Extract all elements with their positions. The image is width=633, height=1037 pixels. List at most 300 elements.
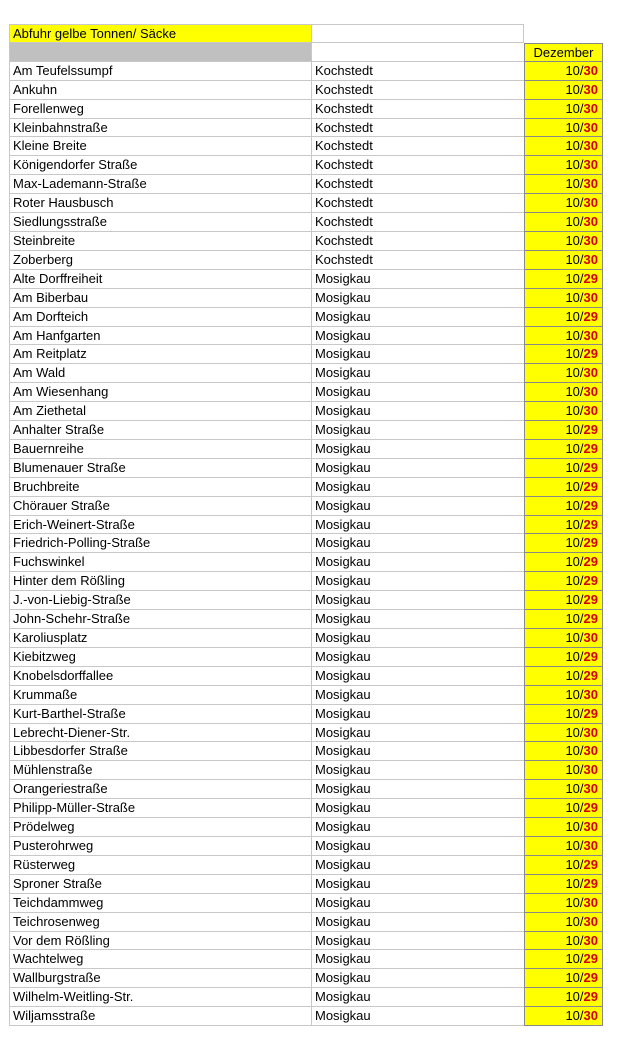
date-cell[interactable]: [524, 308, 603, 327]
street-cell[interactable]: Karoliusplatz: [9, 629, 312, 648]
district-cell[interactable]: Mosigkau: [312, 402, 524, 421]
date-day: 30: [583, 781, 598, 797]
date-month: 10/: [565, 459, 584, 475]
street-cell[interactable]: Kiebitzweg: [9, 648, 312, 667]
table-row: [9, 156, 603, 175]
table-row: [9, 894, 603, 913]
date-month: 10/: [565, 289, 584, 305]
table-row: [9, 837, 603, 856]
district-cell[interactable]: Mosigkau: [312, 818, 524, 837]
date-cell[interactable]: [524, 175, 603, 194]
date-day: 30: [583, 62, 598, 78]
street-cell[interactable]: Anhalter Straße: [9, 421, 312, 440]
date-cell[interactable]: [524, 383, 603, 402]
header-row: [9, 43, 603, 62]
date-cell[interactable]: [524, 818, 603, 837]
district-cell[interactable]: Mosigkau: [312, 421, 524, 440]
table-row: [9, 402, 603, 421]
street-cell[interactable]: Sproner Straße: [9, 875, 312, 894]
date-day: 30: [583, 327, 598, 343]
street-cell[interactable]: Prödelweg: [9, 818, 312, 837]
date-day: 29: [583, 308, 598, 324]
district-cell[interactable]: Kochstedt: [312, 119, 524, 138]
street-cell[interactable]: Am Hanfgarten: [9, 327, 312, 346]
date-cell[interactable]: [524, 950, 603, 969]
district-cell[interactable]: Mosigkau: [312, 497, 524, 516]
schedule-table: [9, 24, 603, 1026]
district-cell[interactable]: Mosigkau: [312, 837, 524, 856]
street-cell[interactable]: Vor dem Rößling: [9, 932, 312, 951]
table-row: [9, 213, 603, 232]
date-month: 10/: [565, 497, 584, 513]
table-row: [9, 742, 603, 761]
header-empty-cell[interactable]: [9, 43, 312, 62]
date-month: 10/: [565, 422, 584, 438]
street-cell[interactable]: Roter Hausbusch: [9, 194, 312, 213]
date-cell[interactable]: [524, 100, 603, 119]
table-row: [9, 100, 603, 119]
date-cell[interactable]: [524, 686, 603, 705]
date-month: 10/: [565, 138, 584, 154]
date-month: 10/: [565, 157, 584, 173]
district-cell[interactable]: Mosigkau: [312, 913, 524, 932]
date-cell[interactable]: [524, 610, 603, 629]
street-cell[interactable]: Knobelsdorffallee: [9, 667, 312, 686]
date-cell[interactable]: [524, 137, 603, 156]
date-cell[interactable]: [524, 270, 603, 289]
date-month: 10/: [565, 195, 584, 211]
district-cell[interactable]: Mosigkau: [312, 988, 524, 1007]
date-month: 10/: [565, 440, 584, 456]
table-row: [9, 421, 603, 440]
district-cell[interactable]: Mosigkau: [312, 383, 524, 402]
date-month: 10/: [565, 535, 584, 551]
table-row: [9, 251, 603, 270]
street-cell[interactable]: Orangeriestraße: [9, 780, 312, 799]
date-cell[interactable]: [524, 932, 603, 951]
date-day: 29: [583, 800, 598, 816]
date-month: 10/: [565, 270, 584, 286]
date-month: 10/: [565, 648, 584, 664]
date-day: 30: [583, 686, 598, 702]
district-cell[interactable]: Mosigkau: [312, 629, 524, 648]
district-cell[interactable]: Mosigkau: [312, 572, 524, 591]
street-cell[interactable]: Max-Lademann-Straße: [9, 175, 312, 194]
date-cell[interactable]: [524, 837, 603, 856]
date-cell[interactable]: [524, 913, 603, 932]
table-body: [9, 62, 603, 1026]
table-row: [9, 591, 603, 610]
date-month: 10/: [565, 346, 584, 362]
date-month: 10/: [565, 251, 584, 267]
date-cell[interactable]: [524, 402, 603, 421]
date-month: 10/: [565, 554, 584, 570]
date-day: 30: [583, 837, 598, 853]
table-row: [9, 119, 603, 138]
street-cell[interactable]: Friedrich-Polling-Straße: [9, 534, 312, 553]
date-month: 10/: [565, 1008, 584, 1024]
date-day: 29: [583, 989, 598, 1005]
street-cell[interactable]: Siedlungsstraße: [9, 213, 312, 232]
district-cell[interactable]: Mosigkau: [312, 270, 524, 289]
date-cell[interactable]: [524, 856, 603, 875]
date-day: 29: [583, 497, 598, 513]
date-month: 10/: [565, 100, 584, 116]
date-day: 30: [583, 157, 598, 173]
district-cell[interactable]: Mosigkau: [312, 459, 524, 478]
table-row: [9, 686, 603, 705]
table-row: [9, 137, 603, 156]
street-cell[interactable]: Hinter dem Rößling: [9, 572, 312, 591]
district-cell[interactable]: Mosigkau: [312, 345, 524, 364]
date-day: 30: [583, 762, 598, 778]
date-month: 10/: [565, 403, 584, 419]
table-row: [9, 175, 603, 194]
table-row: [9, 780, 603, 799]
table-row: [9, 497, 603, 516]
date-month: 10/: [565, 800, 584, 816]
date-day: 30: [583, 630, 598, 645]
street-cell[interactable]: Kurt-Barthel-Straße: [9, 705, 312, 724]
date-day: 29: [583, 611, 598, 627]
district-cell[interactable]: Kochstedt: [312, 213, 524, 232]
street-cell[interactable]: Kleinbahnstraße: [9, 119, 312, 138]
date-cell[interactable]: [524, 572, 603, 591]
date-month: 10/: [565, 119, 584, 135]
date-month: 10/: [565, 875, 584, 891]
district-cell[interactable]: Kochstedt: [312, 81, 524, 100]
table-row: [9, 610, 603, 629]
date-day: 30: [583, 1008, 598, 1024]
street-cell[interactable]: Am Wiesenhang: [9, 383, 312, 402]
district-cell[interactable]: Mosigkau: [312, 516, 524, 535]
street-cell[interactable]: Wachtelweg: [9, 950, 312, 969]
date-cell[interactable]: [524, 780, 603, 799]
date-month: 10/: [565, 592, 584, 608]
date-cell[interactable]: [524, 648, 603, 667]
street-cell[interactable]: Am Dorfteich: [9, 308, 312, 327]
street-cell[interactable]: Kleine Breite: [9, 137, 312, 156]
street-cell[interactable]: Chörauer Straße: [9, 497, 312, 516]
date-cell[interactable]: [524, 761, 603, 780]
table-row: [9, 629, 603, 648]
date-day: 30: [583, 81, 598, 97]
street-cell[interactable]: Pusterohrweg: [9, 837, 312, 856]
district-cell[interactable]: Mosigkau: [312, 686, 524, 705]
district-cell[interactable]: Kochstedt: [312, 100, 524, 119]
table-row: [9, 913, 603, 932]
date-day: 30: [583, 403, 598, 419]
date-cell[interactable]: [524, 516, 603, 535]
date-cell[interactable]: [524, 440, 603, 459]
table-row: [9, 799, 603, 818]
table-row: [9, 950, 603, 969]
street-cell[interactable]: Am Ziethetal: [9, 402, 312, 421]
district-cell[interactable]: Kochstedt: [312, 251, 524, 270]
street-cell[interactable]: Blumenauer Straße: [9, 459, 312, 478]
date-cell[interactable]: [524, 327, 603, 346]
date-month: 10/: [565, 516, 584, 532]
district-cell[interactable]: Kochstedt: [312, 156, 524, 175]
date-cell[interactable]: [524, 251, 603, 270]
table-row: [9, 705, 603, 724]
date-day: 30: [583, 289, 598, 305]
date-month: 10/: [565, 743, 584, 759]
street-cell[interactable]: Teichrosenweg: [9, 913, 312, 932]
date-day: 30: [583, 138, 598, 154]
table-row: [9, 818, 603, 837]
table-row: [9, 553, 603, 572]
date-day: 30: [583, 100, 598, 116]
date-cell[interactable]: [524, 289, 603, 308]
date-day: 29: [583, 592, 598, 608]
date-day: 30: [583, 743, 598, 759]
date-day: 30: [583, 195, 598, 211]
district-cell[interactable]: Mosigkau: [312, 932, 524, 951]
date-month: 10/: [565, 308, 584, 324]
district-cell[interactable]: Kochstedt: [312, 137, 524, 156]
date-month: 10/: [565, 611, 584, 627]
date-day: 30: [583, 932, 598, 948]
street-cell[interactable]: Wilhelm-Weitling-Str.: [9, 988, 312, 1007]
district-cell[interactable]: Mosigkau: [312, 1007, 524, 1026]
date-cell[interactable]: [524, 591, 603, 610]
street-cell[interactable]: Wallburgstraße: [9, 969, 312, 988]
date-month: 10/: [565, 781, 584, 797]
date-cell[interactable]: [524, 119, 603, 138]
date-cell[interactable]: [524, 799, 603, 818]
date-cell[interactable]: [524, 1007, 603, 1026]
date-cell[interactable]: [524, 534, 603, 553]
date-cell[interactable]: [524, 421, 603, 440]
date-month: 10/: [565, 478, 584, 494]
district-cell[interactable]: Mosigkau: [312, 478, 524, 497]
street-cell[interactable]: J.-von-Liebig-Straße: [9, 591, 312, 610]
district-cell[interactable]: Mosigkau: [312, 724, 524, 743]
date-day: 29: [583, 951, 598, 967]
date-month: 10/: [565, 913, 584, 929]
date-day: 29: [583, 346, 598, 362]
street-cell[interactable]: Ankuhn: [9, 81, 312, 100]
date-cell[interactable]: [524, 969, 603, 988]
street-cell[interactable]: Erich-Weinert-Straße: [9, 516, 312, 535]
district-cell[interactable]: Mosigkau: [312, 591, 524, 610]
date-cell[interactable]: [524, 894, 603, 913]
date-month: 10/: [565, 81, 584, 97]
date-cell[interactable]: [524, 62, 603, 81]
title-empty-cell[interactable]: [312, 24, 524, 43]
date-day: 30: [583, 819, 598, 835]
date-day: 29: [583, 573, 598, 589]
district-cell[interactable]: Mosigkau: [312, 364, 524, 383]
street-cell[interactable]: Mühlenstraße: [9, 761, 312, 780]
date-day: 30: [583, 894, 598, 910]
date-day: 29: [583, 970, 598, 986]
month-header[interactable]: Dezember: [524, 43, 603, 62]
date-cell[interactable]: [524, 213, 603, 232]
date-cell[interactable]: [524, 497, 603, 516]
table-row: [9, 572, 603, 591]
date-cell[interactable]: [524, 705, 603, 724]
date-day: 29: [583, 270, 598, 286]
date-cell[interactable]: [524, 667, 603, 686]
date-month: 10/: [565, 989, 584, 1005]
date-cell[interactable]: [524, 81, 603, 100]
district-cell[interactable]: Kochstedt: [312, 194, 524, 213]
street-cell[interactable]: Alte Dorffreiheit: [9, 270, 312, 289]
district-cell[interactable]: Kochstedt: [312, 62, 524, 81]
date-day: 30: [583, 384, 598, 400]
street-cell[interactable]: Fuchswinkel: [9, 553, 312, 572]
date-month: 10/: [565, 970, 584, 986]
date-month: 10/: [565, 630, 584, 645]
date-cell[interactable]: [524, 364, 603, 383]
date-month: 10/: [565, 232, 584, 248]
date-month: 10/: [565, 573, 584, 589]
street-cell[interactable]: Zoberberg: [9, 251, 312, 270]
table-row: [9, 932, 603, 951]
date-month: 10/: [565, 686, 584, 702]
date-day: 30: [583, 214, 598, 230]
street-cell[interactable]: Am Reitplatz: [9, 345, 312, 364]
table-title[interactable]: Abfuhr gelbe Tonnen/ Säcke: [9, 24, 312, 43]
date-month: 10/: [565, 894, 584, 910]
date-cell[interactable]: [524, 988, 603, 1007]
date-day: 30: [583, 724, 598, 740]
district-cell[interactable]: Mosigkau: [312, 969, 524, 988]
date-month: 10/: [565, 724, 584, 740]
table-row: [9, 440, 603, 459]
date-day: 29: [583, 478, 598, 494]
date-month: 10/: [565, 667, 584, 683]
date-day: 30: [583, 119, 598, 135]
date-cell[interactable]: [524, 194, 603, 213]
street-cell[interactable]: Bruchbreite: [9, 478, 312, 497]
date-day: 29: [583, 856, 598, 872]
street-cell[interactable]: Am Wald: [9, 364, 312, 383]
street-cell[interactable]: Philipp-Müller-Straße: [9, 799, 312, 818]
date-day: 29: [583, 554, 598, 570]
date-month: 10/: [565, 705, 584, 721]
date-day: 29: [583, 440, 598, 456]
street-cell[interactable]: Krummaße: [9, 686, 312, 705]
street-cell[interactable]: John-Schehr-Straße: [9, 610, 312, 629]
date-month: 10/: [565, 819, 584, 835]
table-row: [9, 667, 603, 686]
table-row: [9, 1007, 603, 1026]
district-cell[interactable]: Mosigkau: [312, 308, 524, 327]
district-cell[interactable]: Mosigkau: [312, 667, 524, 686]
table-row: [9, 81, 603, 100]
date-day: 30: [583, 176, 598, 192]
date-month: 10/: [565, 932, 584, 948]
date-cell[interactable]: [524, 629, 603, 648]
district-cell[interactable]: Mosigkau: [312, 856, 524, 875]
district-cell[interactable]: Mosigkau: [312, 440, 524, 459]
date-cell[interactable]: [524, 553, 603, 572]
district-cell[interactable]: Mosigkau: [312, 875, 524, 894]
date-cell[interactable]: [524, 478, 603, 497]
street-cell[interactable]: Lebrecht-Diener-Str.: [9, 724, 312, 743]
district-cell[interactable]: Mosigkau: [312, 761, 524, 780]
date-month: 10/: [565, 176, 584, 192]
title-row: [9, 24, 603, 43]
table-row: [9, 289, 603, 308]
table-row: [9, 308, 603, 327]
district-cell[interactable]: Mosigkau: [312, 705, 524, 724]
date-day: 29: [583, 535, 598, 551]
date-day: 29: [583, 875, 598, 891]
district-cell[interactable]: Mosigkau: [312, 534, 524, 553]
date-day: 29: [583, 705, 598, 721]
street-cell[interactable]: Am Biberbau: [9, 289, 312, 308]
district-cell[interactable]: Mosigkau: [312, 648, 524, 667]
header-empty-cell[interactable]: [312, 43, 524, 62]
date-month: 10/: [565, 951, 584, 967]
date-day: 30: [583, 232, 598, 248]
street-cell[interactable]: Am Teufelssumpf: [9, 62, 312, 81]
date-month: 10/: [565, 762, 584, 778]
date-cell[interactable]: [524, 345, 603, 364]
table-row: [9, 988, 603, 1007]
district-cell[interactable]: Kochstedt: [312, 232, 524, 251]
date-month: 10/: [565, 214, 584, 230]
table-row: [9, 232, 603, 251]
table-row: [9, 761, 603, 780]
district-cell[interactable]: Mosigkau: [312, 780, 524, 799]
date-cell[interactable]: [524, 875, 603, 894]
street-cell[interactable]: Libbesdorfer Straße: [9, 742, 312, 761]
date-cell[interactable]: [524, 459, 603, 478]
date-day: 29: [583, 648, 598, 664]
street-cell[interactable]: Forellenweg: [9, 100, 312, 119]
date-cell[interactable]: [524, 724, 603, 743]
table-row: [9, 534, 603, 553]
date-cell[interactable]: [524, 156, 603, 175]
date-day: 29: [583, 516, 598, 532]
date-month: 10/: [565, 384, 584, 400]
street-cell[interactable]: Steinbreite: [9, 232, 312, 251]
table-row: [9, 724, 603, 743]
district-cell[interactable]: Mosigkau: [312, 289, 524, 308]
street-cell[interactable]: Königendorfer Straße: [9, 156, 312, 175]
date-month: 10/: [565, 365, 584, 381]
street-cell[interactable]: Teichdammweg: [9, 894, 312, 913]
district-cell[interactable]: Kochstedt: [312, 175, 524, 194]
table-row: [9, 270, 603, 289]
date-cell[interactable]: [524, 742, 603, 761]
street-cell[interactable]: Wiljamsstraße: [9, 1007, 312, 1026]
district-cell[interactable]: Mosigkau: [312, 894, 524, 913]
district-cell[interactable]: Mosigkau: [312, 327, 524, 346]
street-cell[interactable]: Bauernreihe: [9, 440, 312, 459]
date-month: 10/: [565, 837, 584, 853]
table-row: [9, 875, 603, 894]
table-row: [9, 516, 603, 535]
district-cell[interactable]: Mosigkau: [312, 742, 524, 761]
table-row: [9, 345, 603, 364]
date-month: 10/: [565, 856, 584, 872]
date-month: 10/: [565, 327, 584, 343]
table-row: [9, 327, 603, 346]
district-cell[interactable]: Mosigkau: [312, 799, 524, 818]
street-cell[interactable]: Rüsterweg: [9, 856, 312, 875]
district-cell[interactable]: Mosigkau: [312, 950, 524, 969]
date-day: 30: [583, 365, 598, 381]
district-cell[interactable]: Mosigkau: [312, 610, 524, 629]
date-cell[interactable]: [524, 232, 603, 251]
district-cell[interactable]: Mosigkau: [312, 553, 524, 572]
